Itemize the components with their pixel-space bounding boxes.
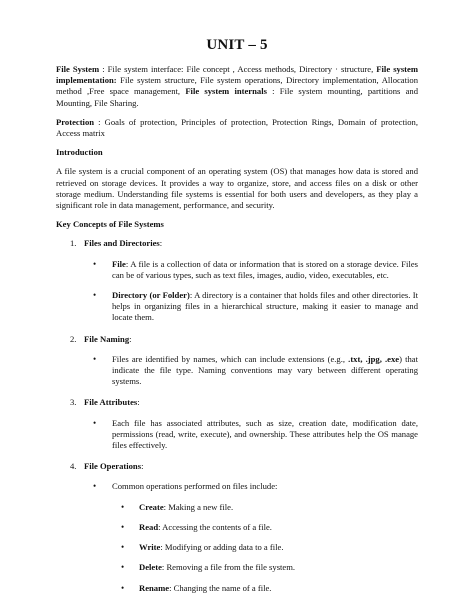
sub-bullet-delete: • Delete: Removing a file from the file system. [121,562,296,573]
sub-bullet-write: • Write: Modifying or adding data to a file. [121,542,284,553]
bullet-icon: • [93,290,97,301]
sub-bullet-create: • Create: Making a new file. [121,501,234,512]
syllabus-file-system [56,64,418,109]
item-number: 2. [70,333,77,344]
fs-internals-label: File system internals [185,86,267,97]
item-title: File Operations [84,461,142,472]
bullet-operations: • Common operations performed on files include: [93,481,278,492]
bullet-icon: • [121,582,125,593]
fs-text3: : File system mounting, partitions and Mounting, File Sharing. [56,86,418,108]
bullet-icon: • [121,501,125,512]
list-item-file-naming: 2. File Naming: • Files are identified by names, which can include extensions (e.g., .txt, .jpg, .exe) that indicate the file type. Naming conventions may vary between different operating systems. [56,334,418,388]
bullet-icon: • [93,481,97,492]
bullet-icon: • [93,258,97,269]
sub-bullet-rename: • Rename: Changing the name of a file. [121,582,272,593]
list-item-files-directories: 1. Files and Directories: • File: A file is a collection of data or information that is stored on a storage device. Files can be of various types, such as text files, images, audio, video, executables, etc. • Directory (or Folder): A directory is a container that holds files and other directories. It helps in organizing files in a hierarchical structure, making it easier to manage and locate them. [56,238,418,323]
bullet-directory: • Directory (or Folder): A directory is a container that holds files and other directories. It helps in organizing files in a hierarchical structure, making it easier to manage and locate them. [93,290,418,323]
protection-text: : Goals of protection, Principles of protection, Protection Rings, Domain of protection, Access matrix [56,116,418,139]
unit-title: UNIT – 5 [206,37,268,53]
bullet-naming: • Files are identified by names, which can include extensions (e.g., .txt, .jpg, .exe) that indicate the file type. Naming conventions may vary between different operating systems. [93,353,418,387]
item-number: 4. [70,461,77,472]
bullet-icon: • [121,542,125,553]
key-concepts-heading: Key Concepts of File Systems [56,219,164,230]
item-title: File Naming [84,333,130,344]
fs-text2: File system structure, File system operations, Directory implementation, Allocation method ,Free space management, [56,75,418,97]
bullet-icon: • [93,353,97,364]
list-item-file-attributes: 3. File Attributes: • Each file has associated attributes, such as size, creation date, modification date, permissions (read, write, execute), and ownership. These attributes help the OS manage files effectively. [56,397,418,451]
fs-text1: : File system interface: File concept , Access methods, Directory · structure, [99,64,377,74]
key-concepts-list [56,238,418,593]
bullet-file: • File: A file is a collection of data or information that is stored on a storage device. Files can be of various types, such as text files, images, audio, video, executables, etc. [93,258,418,280]
sub-bullet-read: • Read: Accessing the contents of a file. [121,521,272,532]
introduction-paragraph: A file system is a crucial component of an operating system (OS) that manages how data is stored and retrieved on storage devices. It provides a way to organize, store, and access files on a disk or other storage medium. Understanding file systems is essential for both users and developers, as they play a significant role in data management, performance, and security. [56,166,418,211]
syllabus-protection [56,117,418,139]
list-item-file-operations: 4. File Operations: • Common operations performed on files include: • Create: Making a new file. • Read: Accessing the contents of a file. • Write: Modifying or adding data to a file. • Delete: Removing a file from the file system. • Rename: Changing the name of a file. [56,461,418,593]
item-number: 1. [70,238,77,249]
fs-impl-label: File system implementation: [56,64,419,86]
item-number: 3. [70,397,77,408]
bullet-icon: • [121,562,125,573]
item-title: Files and Directories [84,238,160,249]
protection-label: Protection [56,116,95,127]
item-title: File Attributes [84,397,138,408]
bullet-icon: • [121,521,125,532]
fs-label: File System [56,64,100,74]
bullet-icon: • [93,417,97,428]
bullet-attributes: • Each file has associated attributes, such as size, creation date, modification date, permissions (read, write, execute), and ownership. These attributes help the OS manage files effectively. [93,417,418,451]
introduction-heading: Introduction [56,147,103,158]
